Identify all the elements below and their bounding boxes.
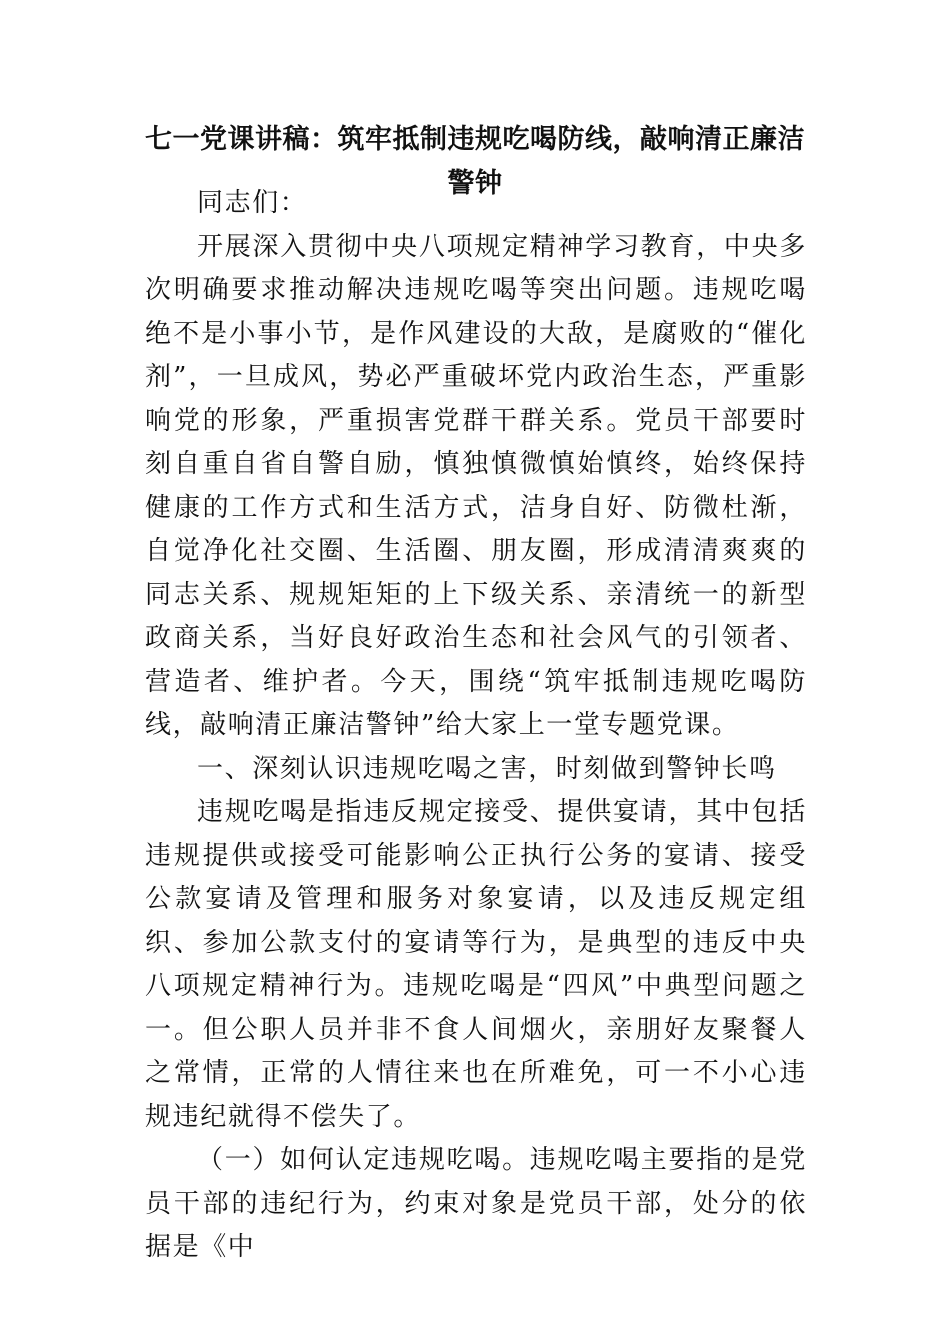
intro-paragraph: 开展深入贯彻中央八项规定精神学习教育，中央多次明确要求推动解决违规吃喝等突出问题。违规吃喝绝不是小事小节，是作风建设的大敌，是腐败的“催化剂”，一旦成风，势必严重破坏党内政治生态，严重影响党的形象，严重损害党群干群关系。党员干部要时刻自重自省自警自励，慎独慎微慎始慎终，始终保持健康的工作方式和生活方式，洁身自好、防微杜渐，自觉净化社交圈、生活圈、朋友圈，形成清清爽爽的同志关系、规规矩矩的上下级关系、亲清统一的新型政商关系，当好良好政治生态和社会风气的引领者、营造者、维护者。今天，围绕“筑牢抵制违规吃喝防线，敲响清正廉洁警钟”给大家上一堂专题党课。 (145, 231, 807, 740)
salutation-paragraph: 同志们： (197, 188, 308, 218)
section-1-paragraph: 违规吃喝是指违反规定接受、提供宴请，其中包括违规提供或接受可能影响公正执行公务的宴请、接受公款宴请及管理和服务对象宴请，以及违反规定组织、参加公款支付的宴请等行为，是典型的违反中央八项规定精神行为。违规吃喝是“四风”中典型问题之一。但公职人员并非不食人间烟火，亲朋好友聚餐人之常情，正常的人情往来也在所难免，可一不小心违规违纪就得不偿失了。 (145, 797, 807, 1132)
section-heading-1: 一、深刻认识违规吃喝之害，时刻做到警钟长鸣 (197, 753, 777, 784)
document-body (145, 182, 807, 1270)
document-title: 七一党课讲稿：筑牢抵制违规吃喝防线，敲响清正廉洁警钟 (145, 124, 805, 199)
subsection-1-paragraph: （一）如何认定违规吃喝。违规吃喝主要指的是党员干部的违纪行为，约束对象是党员干部，处分的依据是《中 (145, 1145, 807, 1262)
